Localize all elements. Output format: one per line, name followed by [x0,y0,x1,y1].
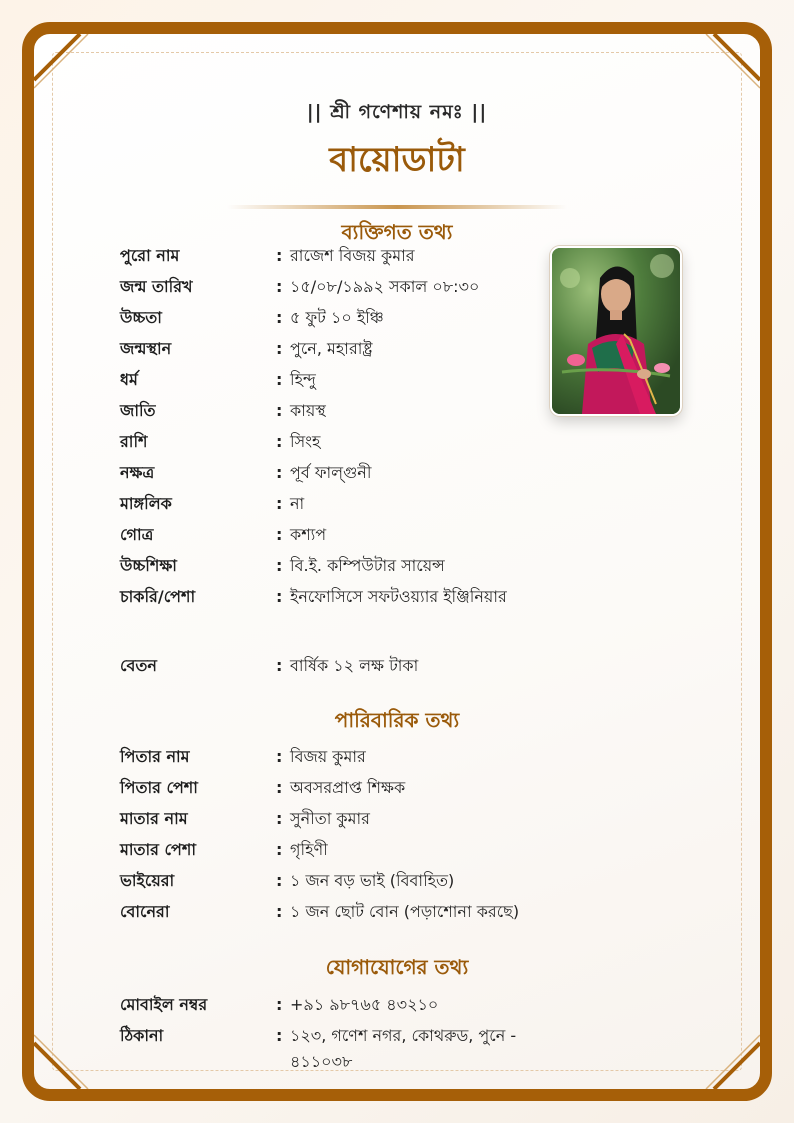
section-title-contact: যোগাযোগের তথ্য [325,955,469,979]
info-label: ঠিকানা [120,1026,164,1045]
info-colon: : [276,525,283,544]
info-colon: : [276,747,283,766]
info-colon: : [276,840,283,859]
info-colon: : [276,656,283,675]
info-value: কশ্যপ [290,525,327,544]
info-value: পূর্ব ফাল্গুনী [290,463,372,482]
info-value: কায়স্থ [290,401,326,420]
info-colon: : [276,871,283,890]
header [34,98,760,209]
info-colon: : [276,995,283,1014]
info-row [120,522,550,548]
info-row [120,992,550,1018]
info-label: মাতার পেশা [120,840,196,859]
info-row [120,460,550,486]
info-label: পিতার পেশা [120,778,198,797]
info-colon: : [276,339,283,358]
info-colon: : [276,494,283,513]
info-row [120,305,550,331]
info-label: মাঙ্গলিক [120,494,172,513]
info-value: রাজেশ বিজয় কুমার [290,246,415,265]
page-title: বায়োডাটা [329,140,465,180]
info-row [120,868,550,894]
info-value: বি.ই. কম্পিউটার সায়েন্স [290,556,445,575]
info-colon: : [276,1026,283,1045]
info-colon: : [276,432,283,451]
corner-ornament-bottom-right [700,1029,760,1089]
info-label: রাশি [120,432,148,451]
info-value: পুনে, মহারাষ্ট্র [290,339,373,358]
info-row [120,491,550,517]
info-row [120,806,550,832]
info-row [120,775,550,801]
info-label: জন্মস্থান [120,339,172,358]
biodata-frame [22,22,772,1101]
info-label: ধর্ম [120,370,138,389]
info-value: ১৫/০৮/১৯৯২ সকাল ০৮:৩০ [290,277,480,296]
info-value: না [290,494,305,513]
info-value: ১ জন বড় ভাই (বিবাহিত) [290,871,455,890]
info-label: জন্ম তারিখ [120,277,193,296]
info-row [120,744,550,770]
info-colon: : [276,246,283,265]
info-value: +৯১ ৯৮৭৬৫ ৪৩২১০ [290,995,439,1014]
info-colon: : [276,809,283,828]
info-value: বার্ষিক ১২ লক্ষ টাকা [290,656,419,675]
info-row [120,429,550,455]
info-row [120,653,550,679]
info-row [120,837,550,863]
info-label: বোনেরা [120,902,170,921]
info-row [120,553,550,579]
info-value: গৃহিণী [290,840,328,859]
info-label: ভাইয়েরা [120,871,175,890]
info-row [120,899,550,925]
info-value: সুনীতা কুমার [290,809,370,828]
info-row [120,336,550,362]
info-label: গোত্র [120,525,154,544]
info-value: ১ জন ছোট বোন (পড়াশোনা করছে) [290,902,520,921]
info-label: চাকরি/পেশা [120,587,196,606]
info-row [120,1023,550,1075]
info-colon: : [276,587,283,606]
corner-ornament-top-left [34,34,94,94]
info-row [120,584,550,610]
info-row [120,274,550,300]
info-label: মাতার নাম [120,809,188,828]
info-row [120,367,550,393]
info-label: পুরো নাম [120,246,180,265]
info-label: পিতার নাম [120,747,190,766]
corner-ornament-bottom-left [34,1029,94,1089]
info-colon: : [276,401,283,420]
info-colon: : [276,902,283,921]
info-value: অবসরপ্রাপ্ত শিক্ষক [290,778,406,797]
info-row [120,398,550,424]
info-label: বেতন [120,656,157,675]
info-label: জাতি [120,401,156,420]
info-label: উচ্চতা [120,308,162,327]
corner-ornament-top-right [700,34,760,94]
info-value: ৫ ফুট ১০ ইঞ্চি [290,308,384,327]
info-colon: : [276,308,283,327]
section-title-personal: ব্যক্তিগত তথ্য [341,220,453,244]
info-row [120,243,550,269]
info-value: সিংহ [290,432,321,451]
info-colon: : [276,778,283,797]
info-value: হিন্দু [290,370,316,389]
profile-photo [550,246,682,416]
info-label: মোবাইল নম্বর [120,995,208,1014]
info-value: বিজয় কুমার [290,747,366,766]
info-label: নক্ষত্র [120,463,155,482]
info-label: উচ্চশিক্ষা [120,556,177,575]
info-colon: : [276,277,283,296]
title-divider [227,205,567,209]
info-colon: : [276,556,283,575]
info-colon: : [276,463,283,482]
section-title-family: পারিবারিক তথ্য [334,708,460,732]
info-value: ১২৩, গণেশ নগর, কোথরুড, পুনে - ৪১১০৩৮ [290,1026,517,1071]
info-value: ইনফোসিসে সফটওয়্যার ইঞ্জিনিয়ার [290,587,507,606]
info-colon: : [276,370,283,389]
invocation-text: || শ্রী গণেশায় নমঃ || [306,101,488,123]
